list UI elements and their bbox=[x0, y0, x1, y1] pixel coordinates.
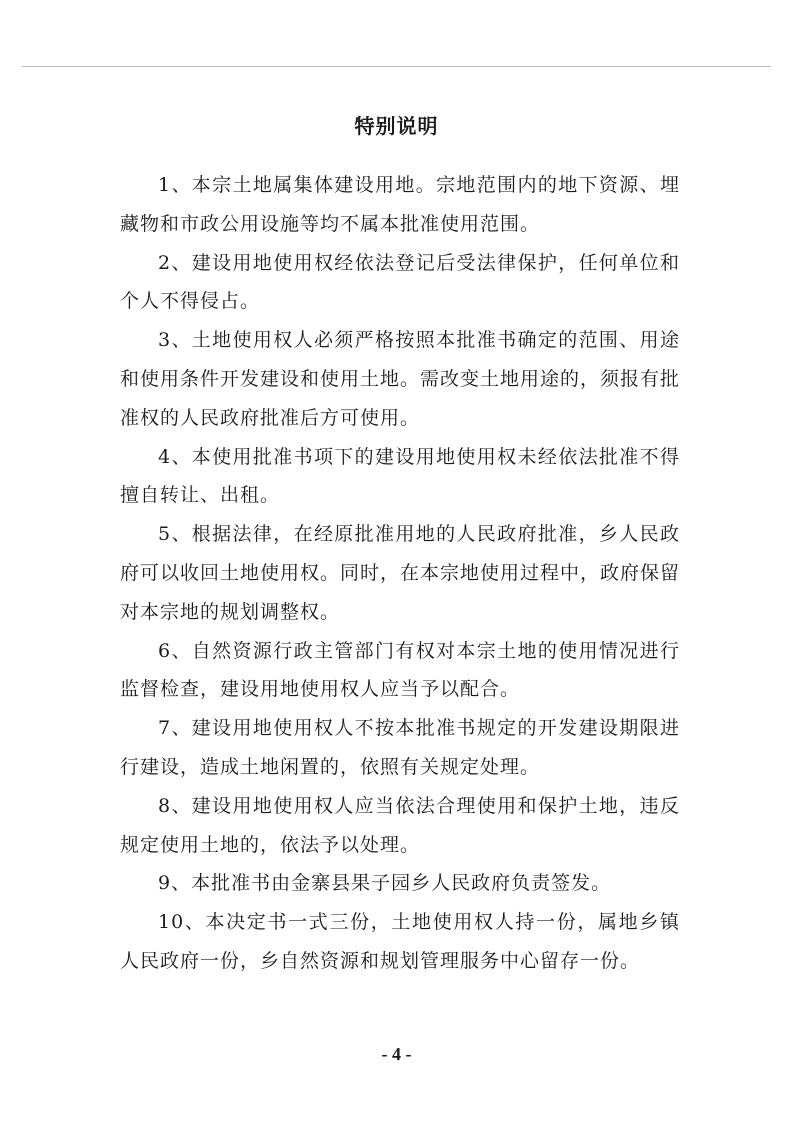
clause-7: 7、建设用地使用权人不按本批准书规定的开发建设期限进行建设，造成土地闲置的，依照有关规定处理。 bbox=[120, 717, 680, 778]
clause-list bbox=[120, 166, 680, 981]
clause-4: 4、本使用批准书项下的建设用地使用权未经依法批准不得擅自转让、出租。 bbox=[120, 445, 680, 507]
page-title: 特别说明 bbox=[354, 114, 439, 138]
clause-2: 2、建设用地使用权经依法登记后受法律保护，任何单位和个人不得侵占。 bbox=[120, 251, 680, 313]
page-number: - 4 - bbox=[381, 1044, 412, 1064]
clause-5: 5、根据法律，在经原批准用地的人民政府批准，乡人民政府可以收回土地使用权。同时，在本宗地使用过程中，政府保留对本宗地的规划调整权。 bbox=[120, 523, 681, 623]
clause-1: 1、本宗土地属集体建设用地。宗地范围内的地下资源、埋藏物和市政公用设施等均不属本批准使用范围。 bbox=[120, 174, 680, 235]
clause-6: 6、自然资源行政主管部门有权对本宗土地的使用情况进行监督检查，建设用地使用权人应当予以配合。 bbox=[120, 639, 680, 701]
clause-8: 8、建设用地使用权人应当依法合理使用和保护土地，违反规定使用土地的，依法予以处理。 bbox=[120, 794, 680, 856]
clause-3: 3、土地使用权人必须严格按照本批准书确定的范围、用途和使用条件开发建设和使用土地。需改变土地用途的，须报有批准权的人民政府批准后方可使用。 bbox=[120, 329, 681, 429]
clause-9: 9、本批准书由金寨县果子园乡人民政府负责签发。 bbox=[158, 872, 612, 895]
top-divider bbox=[22, 66, 771, 67]
clause-10: 10、本决定书一式三份，土地使用权人持一份，属地乡镇人民政府一份，乡自然资源和规划管理服务中心留存一份。 bbox=[120, 911, 680, 972]
